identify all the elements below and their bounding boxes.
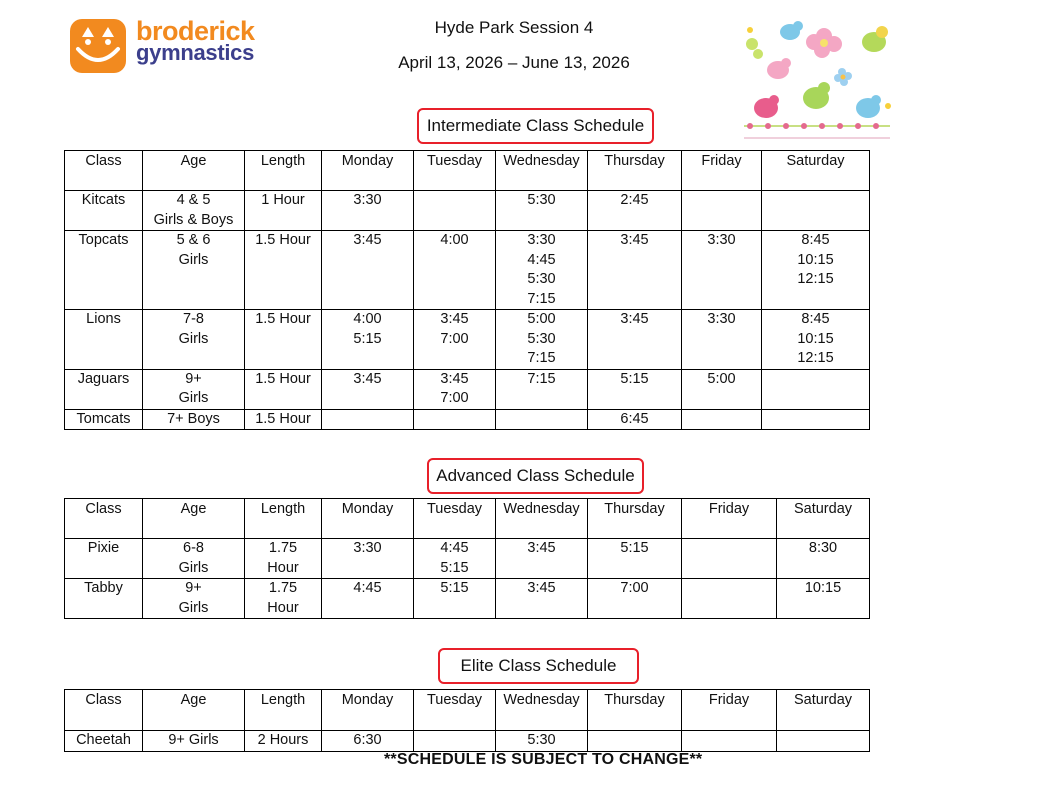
advanced-section-title: Advanced Class Schedule bbox=[427, 458, 644, 494]
column-header: Length bbox=[245, 690, 322, 731]
column-header: Tuesday bbox=[414, 151, 496, 191]
session-title: Hyde Park Session 4 bbox=[434, 18, 594, 37]
schedule-cell: 3:30 bbox=[682, 310, 762, 370]
schedule-cell: 9+ Girls bbox=[143, 731, 245, 752]
schedule-cell bbox=[496, 409, 588, 430]
column-header: Tuesday bbox=[414, 499, 496, 539]
schedule-cell: 5:15 bbox=[588, 369, 682, 409]
column-header: Age bbox=[143, 690, 245, 731]
schedule-cell: 4:45 bbox=[322, 579, 414, 619]
schedule-cell: 6:30 bbox=[322, 731, 414, 752]
schedule-cell: 7:00 bbox=[588, 579, 682, 619]
column-header: Length bbox=[245, 499, 322, 539]
schedule-cell: 9+ Girls bbox=[143, 369, 245, 409]
schedule-cell: 8:30 bbox=[777, 539, 870, 579]
class-name-cell: Jaguars bbox=[65, 369, 143, 409]
class-name-cell: Tabby bbox=[65, 579, 143, 619]
birds-flowers-decoration-icon bbox=[738, 10, 894, 144]
column-header: Wednesday bbox=[496, 690, 588, 731]
schedule-cell: 1.5 Hour bbox=[245, 409, 322, 430]
schedule-cell: 1 Hour bbox=[245, 191, 322, 231]
schedule-cell: 3:30 bbox=[322, 539, 414, 579]
column-header: Saturday bbox=[762, 151, 870, 191]
class-name-cell: Kitcats bbox=[65, 191, 143, 231]
schedule-cell bbox=[682, 539, 777, 579]
table-row bbox=[65, 231, 870, 310]
schedule-cell: 4:00 5:15 bbox=[322, 310, 414, 370]
schedule-cell: 5:15 bbox=[588, 539, 682, 579]
class-name-cell: Cheetah bbox=[65, 731, 143, 752]
table-row bbox=[65, 731, 870, 752]
schedule-cell: 5:00 5:30 7:15 bbox=[496, 310, 588, 370]
table-row bbox=[65, 579, 870, 619]
schedule-cell bbox=[682, 191, 762, 231]
column-header: Thursday bbox=[588, 499, 682, 539]
schedule-cell bbox=[682, 579, 777, 619]
schedule-cell: 5:00 bbox=[682, 369, 762, 409]
schedule-cell: 6-8 Girls bbox=[143, 539, 245, 579]
elite-section-title: Elite Class Schedule bbox=[438, 648, 639, 684]
session-dates: April 13, 2026 – June 13, 2026 bbox=[398, 53, 630, 72]
class-name-cell: Tomcats bbox=[65, 409, 143, 430]
schedule-cell: 6:45 bbox=[588, 409, 682, 430]
schedule-cell bbox=[762, 409, 870, 430]
table-row bbox=[65, 310, 870, 370]
schedule-cell bbox=[322, 409, 414, 430]
column-header: Friday bbox=[682, 690, 777, 731]
column-header: Friday bbox=[682, 151, 762, 191]
schedule-change-notice: **SCHEDULE IS SUBJECT TO CHANGE** bbox=[384, 751, 703, 768]
logo-wordmark-bottom: gymnastics bbox=[136, 40, 255, 65]
schedule-cell: 3:30 bbox=[322, 191, 414, 231]
column-header: Thursday bbox=[588, 690, 682, 731]
column-header: Class bbox=[65, 690, 143, 731]
column-header: Length bbox=[245, 151, 322, 191]
column-header: Monday bbox=[322, 499, 414, 539]
elite-schedule-table bbox=[64, 689, 870, 752]
schedule-cell: 3:45 7:00 bbox=[414, 369, 496, 409]
schedule-cell: 4 & 5 Girls & Boys bbox=[143, 191, 245, 231]
advanced-schedule-table bbox=[64, 498, 870, 619]
schedule-cell: 4:00 bbox=[414, 231, 496, 310]
schedule-cell bbox=[762, 191, 870, 231]
schedule-cell bbox=[414, 731, 496, 752]
intermediate-schedule-table bbox=[64, 150, 870, 430]
column-header: Thursday bbox=[588, 151, 682, 191]
schedule-cell: 3:45 bbox=[322, 231, 414, 310]
column-header: Class bbox=[65, 151, 143, 191]
schedule-cell: 3:45 bbox=[588, 310, 682, 370]
column-header: Saturday bbox=[777, 690, 870, 731]
schedule-cell: 3:45 bbox=[322, 369, 414, 409]
schedule-cell bbox=[682, 409, 762, 430]
schedule-cell: 1.75 Hour bbox=[245, 579, 322, 619]
schedule-cell bbox=[777, 731, 870, 752]
schedule-cell: 1.5 Hour bbox=[245, 369, 322, 409]
schedule-cell: 7:15 bbox=[496, 369, 588, 409]
column-header: Saturday bbox=[777, 499, 870, 539]
column-header: Wednesday bbox=[496, 151, 588, 191]
table-row bbox=[65, 409, 870, 430]
schedule-cell: 3:45 bbox=[588, 231, 682, 310]
schedule-cell: 7+ Boys bbox=[143, 409, 245, 430]
column-header: Monday bbox=[322, 151, 414, 191]
schedule-cell bbox=[762, 369, 870, 409]
schedule-cell: 1.5 Hour bbox=[245, 310, 322, 370]
schedule-cell: 10:15 bbox=[777, 579, 870, 619]
schedule-cell: 3:30 bbox=[682, 231, 762, 310]
column-header: Tuesday bbox=[414, 690, 496, 731]
table-row bbox=[65, 539, 870, 579]
schedule-cell: 3:45 7:00 bbox=[414, 310, 496, 370]
table-header-row bbox=[65, 499, 870, 539]
column-header: Wednesday bbox=[496, 499, 588, 539]
schedule-cell: 3:45 bbox=[496, 579, 588, 619]
schedule-cell: 5 & 6 Girls bbox=[143, 231, 245, 310]
schedule-cell: 3:45 bbox=[496, 539, 588, 579]
schedule-cell: 5:30 bbox=[496, 191, 588, 231]
schedule-cell: 1.5 Hour bbox=[245, 231, 322, 310]
schedule-cell: 9+ Girls bbox=[143, 579, 245, 619]
column-header: Class bbox=[65, 499, 143, 539]
class-name-cell: Lions bbox=[65, 310, 143, 370]
column-header: Age bbox=[143, 151, 245, 191]
column-header: Friday bbox=[682, 499, 777, 539]
schedule-cell: 2:45 bbox=[588, 191, 682, 231]
table-header-row bbox=[65, 690, 870, 731]
table-row bbox=[65, 369, 870, 409]
schedule-cell: 5:30 bbox=[496, 731, 588, 752]
intermediate-section-title: Intermediate Class Schedule bbox=[417, 108, 654, 144]
schedule-cell: 2 Hours bbox=[245, 731, 322, 752]
schedule-cell: 5:15 bbox=[414, 579, 496, 619]
class-name-cell: Topcats bbox=[65, 231, 143, 310]
table-row bbox=[65, 191, 870, 231]
schedule-cell bbox=[414, 409, 496, 430]
schedule-cell: 8:45 10:15 12:15 bbox=[762, 231, 870, 310]
column-header: Age bbox=[143, 499, 245, 539]
table-header-row bbox=[65, 151, 870, 191]
schedule-cell bbox=[682, 731, 777, 752]
schedule-cell: 3:30 4:45 5:30 7:15 bbox=[496, 231, 588, 310]
schedule-cell: 4:45 5:15 bbox=[414, 539, 496, 579]
schedule-cell: 8:45 10:15 12:15 bbox=[762, 310, 870, 370]
schedule-cell bbox=[588, 731, 682, 752]
schedule-cell: 1.75 Hour bbox=[245, 539, 322, 579]
schedule-cell: 7-8 Girls bbox=[143, 310, 245, 370]
logo-wordmark-top: broderick bbox=[136, 16, 255, 46]
class-name-cell: Pixie bbox=[65, 539, 143, 579]
column-header: Monday bbox=[322, 690, 414, 731]
schedule-cell bbox=[414, 191, 496, 231]
